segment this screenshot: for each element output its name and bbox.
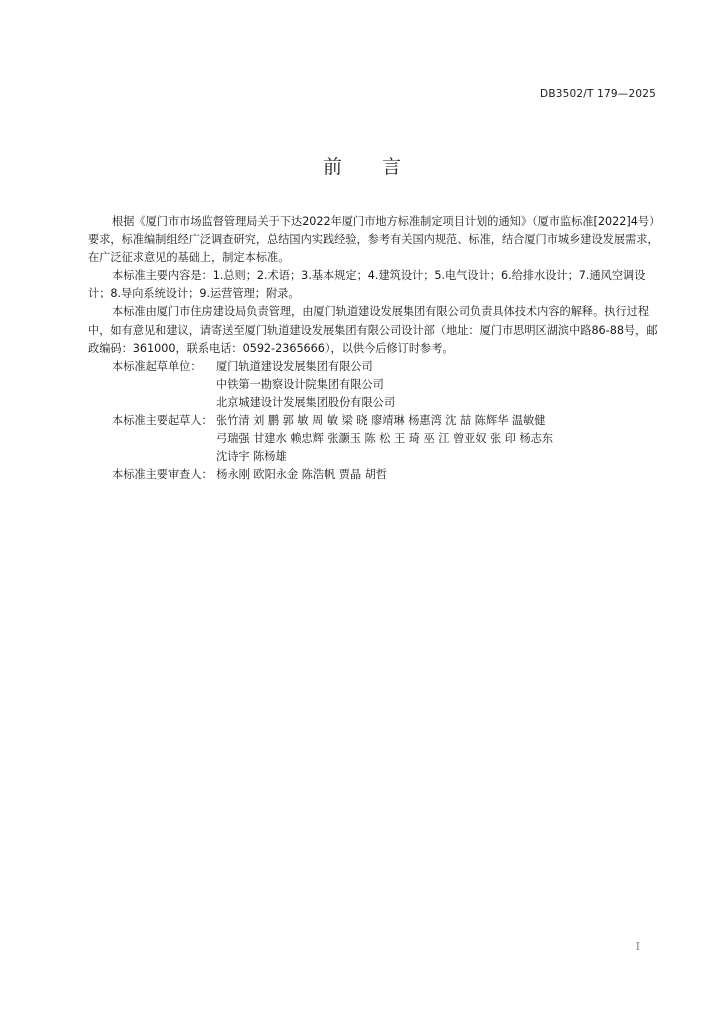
drafting-unit-2: 中铁第一勘察设计院集团有限公司 bbox=[216, 377, 384, 391]
paragraph-contents: 本标准主要内容是：1.总则；2.术语；3.基本规定；4.建筑设计；5.电气设计；6.给排水设计；7.通风空调设计；8.导向系统设计；9.运营管理；附录。 bbox=[88, 269, 646, 301]
drafters-line-1: 张竹清 刘 鹏 郭 敏 周 敏 梁 晓 廖靖琳 杨惠湾 沈 喆 陈辉华 温敏健 bbox=[216, 414, 546, 428]
title-char-2: 言 bbox=[382, 156, 402, 178]
drafters-row bbox=[88, 412, 664, 430]
drafting-units-label: 本标准起草单位： bbox=[112, 359, 202, 373]
reviewers-label: 本标准主要审查人： bbox=[112, 468, 213, 482]
drafting-unit-1: 厦门轨道建设发展集团有限公司 bbox=[216, 359, 373, 373]
drafters-label: 本标准主要起草人： bbox=[112, 414, 213, 428]
reviewers-names: 杨永刚 欧阳永金 陈浩帆 贾晶 胡哲 bbox=[216, 468, 388, 482]
drafters-line-2: 弓瑞强 甘建水 赖忠辉 张灏玉 陈 松 王 琦 巫 江 曾亚奴 张 印 杨志东 bbox=[216, 432, 554, 446]
page-number: I bbox=[635, 940, 640, 953]
preface-body bbox=[88, 213, 664, 484]
paragraph-management: 本标准由厦门市住房建设局负责管理，由厦门轨道建设发展集团有限公司负责具体技术内容的解释。执行过程中，如有意见和建议，请寄送至厦门轨道建设发展集团有限公司设计部（地址：厦门市思明区湖滨中路86-88号，邮政编码：361000，联系电话：0592-2365666），以供今后修订时参考。 bbox=[88, 305, 658, 355]
page-title bbox=[0, 152, 724, 179]
drafters-line-3: 沈诗宇 陈杨雄 bbox=[216, 450, 287, 464]
drafting-units-row bbox=[88, 358, 664, 376]
reviewers-row bbox=[88, 466, 664, 484]
doc-code: DB3502/T 179—2025 bbox=[540, 88, 656, 100]
title-char-1: 前 bbox=[322, 156, 342, 178]
paragraph-basis: 根据《厦门市市场监督管理局关于下达2022年厦门市地方标准制定项目计划的通知》（厦市监标准[2022]4号）要求，标准编制组经广泛调查研究，总结国内实践经验，参考有关国内规范、标准，结合厦门市城乡建设发展需求，在广泛征求意见的基础上，制定本标准。 bbox=[88, 215, 661, 265]
drafting-unit-3: 北京城建设计发展集团股份有限公司 bbox=[216, 395, 396, 409]
